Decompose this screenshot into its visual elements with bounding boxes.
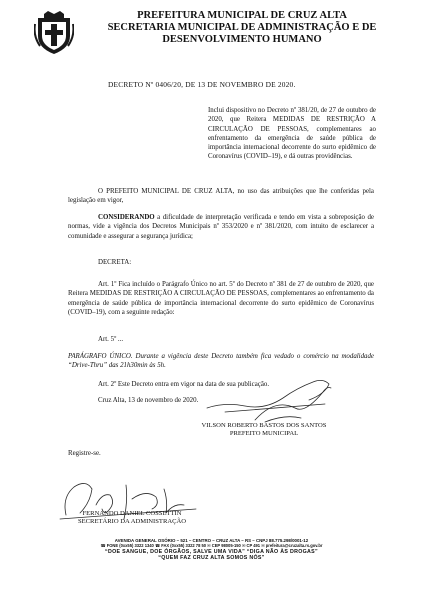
secretary-title: SECRETÁRIO DA ADMINISTRAÇÃO — [77, 518, 187, 525]
mayor-name: VILSON ROBERTO BASTOS DOS SANTOS — [201, 422, 327, 429]
header-line-1: PREFEITURA MUNICIPAL DE CRUZ ALTA — [137, 10, 347, 21]
considerando-label: CONSIDERANDO — [98, 214, 155, 221]
mayor-signature — [205, 368, 335, 428]
place-date: Cruz Alta, 13 de novembro de 2020. — [98, 397, 199, 404]
decree-summary: Inclui dispositivo no Decreto nº 381/20, de 27 de outubro de 2020, que Reitera MEDIDAS DE RESTRIÇÃO A CIRCULAÇÃO DE PESSOAS, complementares ao enfrentamento da emergência de saúde pública de importância internacional decorrente do surto epidêmico de Coronavírus (COVID–19), e dá outras providências. — [208, 107, 376, 161]
article-5-ref: Art. 5º ... — [98, 336, 124, 343]
paragrafo-unico: PARÁGRAFO ÚNICO. Durante a vigência deste Decreto também fica vedado o comércio na modalidade “Drive-Thru” das 21h30min às 5h. — [68, 353, 374, 370]
header-line-3: DESENVOLVIMENTO HUMANO — [162, 34, 322, 45]
footer-address: AVENIDA GENERAL OSÓRIO – 521 – CENTRO – CRUZ ALTA – RS – CNPJ 88.775.298/0001-12 — [114, 538, 309, 543]
footer-slogan-2: “QUEM FAZ CRUZ ALTA SOMOS NÓS” — [158, 555, 265, 561]
header-line-2: SECRETARIA MUNICIPAL DE ADMINISTRAÇÃO E DE — [107, 22, 377, 33]
considerando-text: a dificuldade de interpretação verificada e tendo em vista a sobreposição de normas, vide a vigência dos Decretos Municipais nº 353/2020 e nº 381/2020, com intuito de esclarecer a comunidade e assegurar a segurança jurídica; — [68, 214, 374, 240]
registre-se: Registre-se. — [68, 450, 101, 457]
mayor-title: PREFEITO MUNICIPAL — [229, 430, 299, 437]
decree-title: DECRETO Nº 0406/20, DE 13 DE NOVEMBRO DE 2020. — [108, 80, 296, 89]
preamble-paragraph: O PREFEITO MUNICIPAL DE CRUZ ALTA, no uso das atribuições que lhe conferidas pela legislação em vigor, — [68, 188, 374, 205]
secretary-name: FERNANDO DANIEL COSSETTIN — [82, 510, 182, 517]
footer-contacts: ☎ FONE (0xx55) 3322 1340 ☎ FAX (0xx55) 3322 78 50 ✉ CEP 98005-150 ✉ CP 491 ✉ prefeitura@cruzalta.rs.gov.br — [100, 543, 323, 548]
municipal-crest-icon — [34, 10, 74, 56]
decreta-heading: DECRETA: — [98, 259, 132, 266]
article-2: Art. 2º Este Decreto entra em vigor na data de sua publicação. — [98, 381, 270, 388]
footer-slogan-1: “DOE SANGUE, DOE ÓRGÃOS, SALVE UMA VIDA” “DIGA NÃO ÀS DROGAS” — [105, 549, 318, 555]
considerando-paragraph — [68, 213, 374, 241]
article-1: Art. 1º Fica incluído o Parágrafo Único no art. 5º do Decreto nº 381 de 27 de outubro de 2020, que Reitera MEDIDAS DE RESTRIÇÃO A CIRCULAÇÃO DE PESSOAS, complementares ao enfrentamento da emergência de saúde pública de importância internacional decorrente do surto epidêmico de Coronavírus (COVID–19), com a seguinte redação: — [68, 281, 374, 316]
